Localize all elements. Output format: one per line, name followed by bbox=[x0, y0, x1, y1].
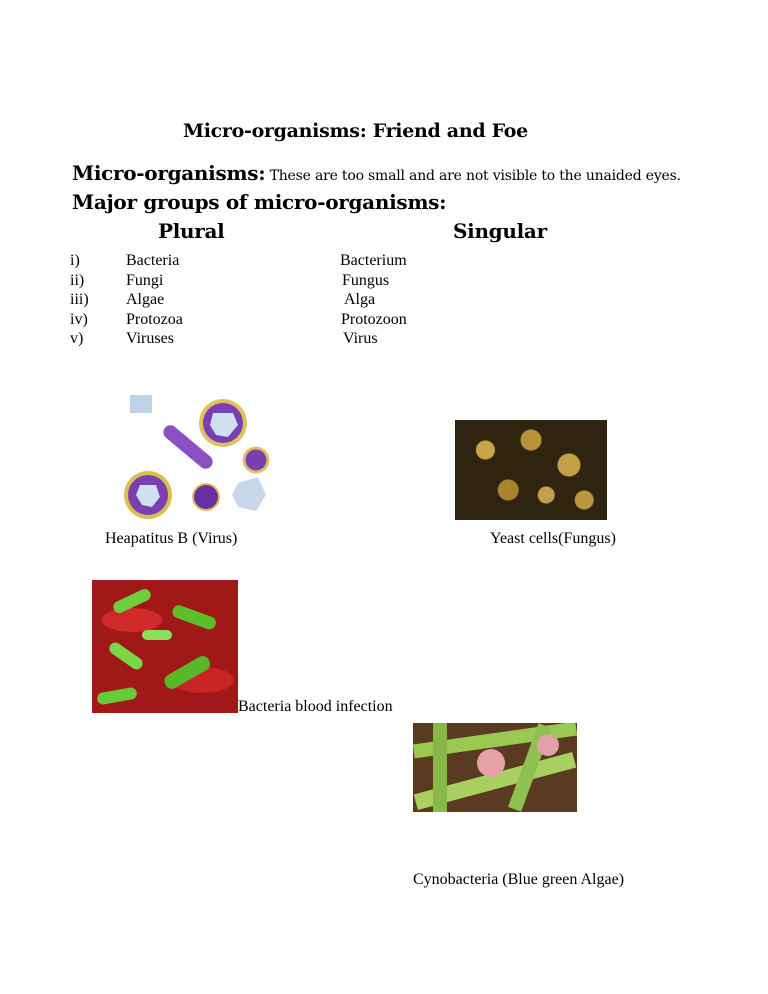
figure-caption: Yeast cells(Fungus) bbox=[490, 530, 616, 547]
virus-illustration-icon bbox=[118, 385, 273, 520]
group-plural: Viruses bbox=[126, 330, 174, 347]
group-plural: Algae bbox=[126, 291, 165, 308]
group-num: iii) bbox=[70, 291, 89, 308]
yeast-cells-image bbox=[455, 420, 607, 520]
bacteria-blood-infection-image bbox=[92, 580, 238, 713]
group-singular: Alga bbox=[344, 291, 376, 308]
plural-heading: Plural bbox=[158, 219, 225, 243]
singular-heading: Singular bbox=[453, 219, 547, 243]
group-num: v) bbox=[70, 330, 84, 347]
groups-heading: Major groups of micro-organisms: bbox=[72, 190, 447, 214]
group-num: i) bbox=[70, 252, 80, 269]
group-num: ii) bbox=[70, 271, 85, 289]
definition-colon: : bbox=[258, 161, 266, 185]
group-singular: Fungus bbox=[342, 271, 390, 289]
cyanobacteria-image bbox=[413, 723, 577, 812]
figure-caption: Heapatitus B (Virus) bbox=[105, 530, 238, 547]
figure-caption: Bacteria blood infection bbox=[238, 698, 393, 715]
definition bbox=[72, 162, 681, 185]
hepatitis-b-virus-image bbox=[118, 385, 273, 520]
algae-filament-icon bbox=[413, 723, 577, 812]
group-singular: Bacterium bbox=[340, 252, 407, 269]
definition-term: Micro-organisms bbox=[72, 161, 259, 185]
group-singular: Virus bbox=[343, 330, 378, 347]
group-num: iv) bbox=[70, 310, 88, 328]
figure-caption: Cynobacteria (Blue green Algae) bbox=[413, 871, 625, 888]
definition-text: These are too small and are not visible to the unaided eyes. bbox=[265, 168, 681, 184]
group-singular: Protozoon bbox=[341, 310, 407, 328]
page-title: Micro-organisms: Friend and Foe bbox=[183, 120, 528, 142]
group-plural: Fungi bbox=[126, 271, 164, 289]
group-plural: Protozoa bbox=[126, 310, 183, 328]
group-plural: Bacteria bbox=[126, 252, 180, 269]
bacteria-illustration-icon bbox=[92, 580, 238, 713]
